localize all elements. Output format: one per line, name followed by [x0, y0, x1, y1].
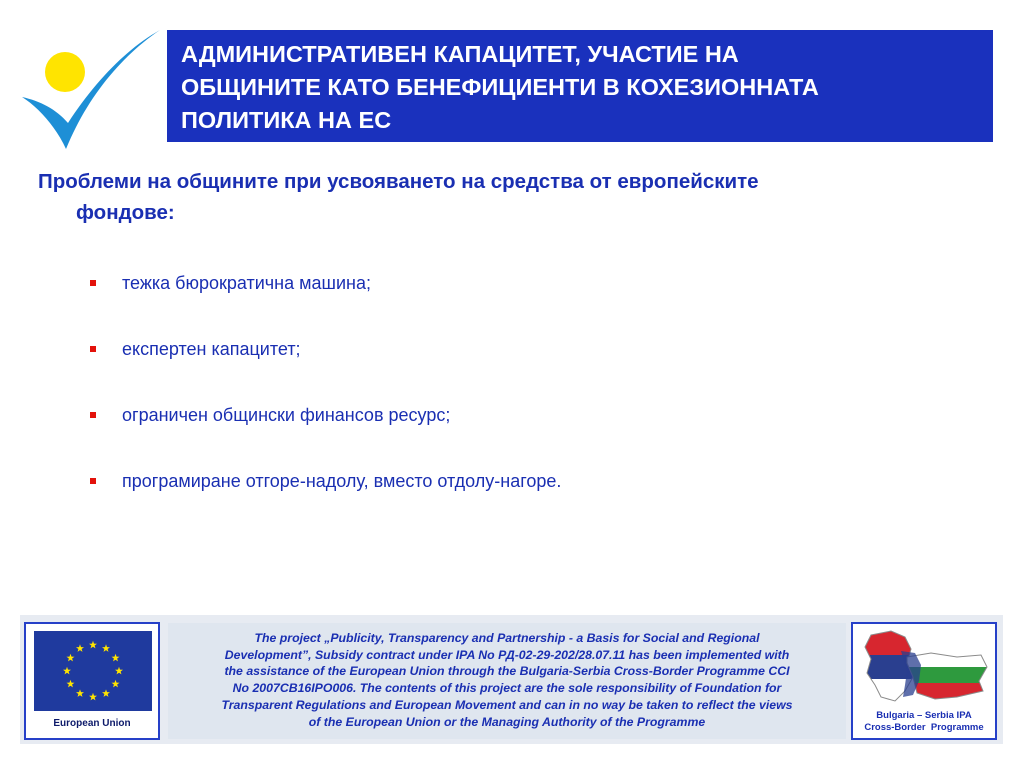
disclaimer-line-5: Transparent Regulations and European Movement and can in no way be taken to reflect the views	[221, 697, 793, 712]
heading-line-1: Проблеми на общините при усвояването на средства от европейските	[38, 170, 759, 193]
project-disclaimer	[168, 623, 846, 739]
checkmark-icon	[22, 30, 160, 149]
sun-icon	[45, 52, 85, 92]
page-title	[167, 30, 993, 142]
title-line-3: ПОЛИТИКА НА ЕС	[181, 107, 392, 133]
eu-logo	[24, 622, 160, 740]
programme-label	[853, 710, 995, 734]
disclaimer-line-4: No 2007CB16IPO006. The contents of this project are the sole responsibility of Foundation for	[232, 681, 782, 696]
square-bullet-icon	[90, 346, 96, 352]
programme-label-line-1: Bulgaria – Serbia IPA	[876, 710, 972, 721]
disclaimer-line-3: the assistance of the European Union through the Bulgaria-Serbia Cross-Border Programme CCI	[224, 664, 790, 679]
disclaimer-line-6: of the European Union or the Managing Authority of the Programme	[308, 714, 706, 729]
eu-label: European Union	[53, 718, 131, 729]
list-item-text: програмиране отгоре-надолу, вместо отдолу-нагоре.	[122, 471, 562, 491]
programme-label-line-2: Cross-Border Programme	[864, 722, 984, 733]
disclaimer-line-2: Development”, Subsidy contract under IPA No РД-02-29-202/28.07.11 has been implemented with	[224, 647, 790, 662]
section-heading	[38, 166, 978, 228]
disclaimer-line-1: The project „Publicity, Transparency and Partnership - a Basis for Social and Regional	[254, 631, 760, 645]
title-line-1: АДМИНИСТРАТИВЕН КАПАЦИТЕТ, УЧАСТИЕ НА	[181, 41, 739, 67]
square-bullet-icon	[90, 478, 96, 484]
list-item-text: експертен капацитет;	[122, 339, 301, 359]
square-bullet-icon	[90, 280, 96, 286]
bulgaria-serbia-map-icon	[861, 627, 989, 707]
list-item-text: ограничен общински финансов ресурс;	[122, 405, 451, 425]
square-bullet-icon	[90, 412, 96, 418]
eu-flag-icon	[34, 631, 152, 711]
heading-line-2: фондове:	[76, 201, 175, 224]
list-item-text: тежка бюрократична машина;	[122, 273, 371, 293]
checkmark-sun-logo-icon	[18, 25, 163, 155]
bulgaria-serbia-programme-logo	[851, 622, 997, 740]
title-line-2: ОБЩИНИТЕ КАТО БЕНЕФИЦИЕНТИ В КОХЕЗИОННАТА	[181, 74, 819, 100]
